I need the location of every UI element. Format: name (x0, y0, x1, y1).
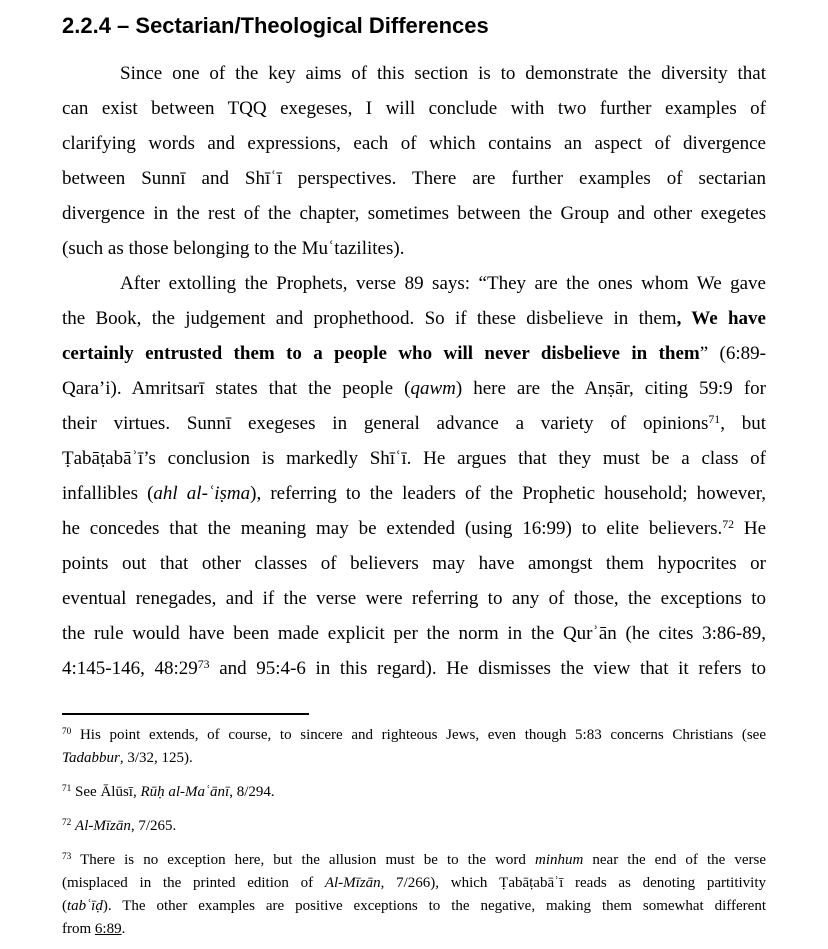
text-line (62, 336, 766, 371)
text-segment: There is no exception here, but the allusion must be to the word (71, 852, 535, 868)
text-line (62, 651, 766, 686)
footnote-ref: 73 (197, 657, 210, 671)
text-segment: certainly entrusted them to a people who will never disbelieve in them (62, 343, 700, 364)
text-segment: Since one of the key aims of this section is to demonstrate the diversity that (120, 63, 766, 84)
section-heading: 2.2.4 – Sectarian/Theological Differences (62, 13, 489, 38)
text-segment: After extolling the Prophets, verse 89 says: “They are the ones whom We gave (120, 273, 766, 294)
text-segment: he concedes that the meaning may be extended (using 16:99) to elite believers. (62, 518, 723, 539)
text-segment: Tadabbur (62, 750, 120, 766)
text-segment: clarifying words and expressions, each of which contains an aspect of divergence (62, 133, 766, 154)
text-segment: He (733, 518, 767, 539)
footnote-ref: 72 (722, 517, 734, 531)
text-segment: eventual renegades, and if the verse were referring to any of those, the exceptions to (62, 588, 766, 609)
text-segment: tabʿīḍ (67, 898, 103, 914)
text-line (62, 406, 766, 441)
text-segment: points out that other classes of believers may have amongst them hypocrites or (62, 553, 766, 574)
footnote-marker: 73 (62, 851, 72, 862)
text-segment: minhum (534, 852, 584, 868)
footnote-marker: 71 (62, 783, 72, 794)
verse-reference-link[interactable]: 6:89 (94, 921, 122, 937)
text-segment: ( (62, 898, 67, 914)
text-line (62, 196, 766, 231)
text-segment: (misplaced in the printed edition of (62, 875, 325, 891)
body-text (62, 56, 766, 686)
text-segment: , 7/265. (130, 818, 177, 834)
text-segment: from (62, 921, 95, 937)
text-segment: Ṭabāṭabāʾī’s conclusion is markedly Shīʿī. He argues that they must be a class of (62, 448, 766, 469)
text-line (62, 161, 766, 196)
footnote-70 (62, 724, 766, 770)
text-segment: , but (720, 413, 767, 434)
text-segment: ), referring to the leaders of the Prophetic household; however, (250, 483, 767, 504)
text-segment: infallibles ( (62, 483, 154, 504)
text-segment: , 3/32, 125). (119, 750, 193, 766)
text-line (62, 231, 766, 266)
text-line (62, 581, 766, 616)
text-segment: can exist between TQQ exegeses, I will conclude with two further examples of (62, 98, 766, 119)
text-segment: divergence in the rest of the chapter, sometimes between the Group and other exegetes (62, 203, 766, 224)
text-line (62, 266, 766, 301)
text-line (62, 872, 766, 895)
text-line (62, 371, 766, 406)
text-segment: ” (6:89- (699, 343, 766, 364)
text-segment: ). The other examples are positive exceptions to the negative, making them somewhat different (102, 898, 766, 914)
text-line (62, 895, 766, 918)
footnote-73 (62, 849, 766, 941)
text-segment: Al-Mīzān (324, 875, 381, 891)
text-line (62, 126, 766, 161)
text-segment: , We have (676, 308, 766, 329)
footnotes (62, 724, 766, 941)
text-segment: qawm (410, 378, 456, 399)
text-segment: ahl al-ʿiṣma (153, 483, 251, 504)
text-segment: near the end of the verse (583, 852, 767, 868)
paragraph-1 (62, 56, 766, 266)
text-line (62, 56, 766, 91)
footnote-marker: 72 (62, 817, 72, 828)
text-segment: Qara’i). Amritsarī states that the people ( (62, 378, 411, 399)
text-segment: their virtues. Sunnī exegeses in general advance a variety of opinions (62, 413, 709, 434)
text-segment: Al-Mīzān (75, 818, 131, 834)
text-line (62, 476, 766, 511)
text-segment: the Book, the judgement and prophethood. So if these disbelieve in them (62, 308, 677, 329)
footnote-marker: 70 (62, 726, 72, 737)
text-line (62, 301, 766, 336)
text-line (62, 815, 766, 838)
text-segment: , 7/266), which Ṭabāṭabāʾī reads as denoting partitivity (380, 875, 766, 891)
text-line (62, 918, 766, 941)
footnote-separator (62, 713, 309, 715)
text-segment: and 95:4-6 in this regard). He dismisses the view that it refers to (209, 658, 766, 679)
text-line (62, 781, 766, 804)
text-line (62, 616, 766, 651)
text-segment: the rule would have been made explicit per the norm in the Qurʾān (he cites 3:86-89, (62, 623, 766, 644)
text-line (62, 747, 766, 770)
footnote-71 (62, 781, 766, 804)
text-line (62, 91, 766, 126)
text-segment: ) here are the Anṣār, citing 59:9 for (455, 378, 766, 399)
text-line (62, 849, 766, 872)
text-segment: , 8/294. (229, 784, 275, 800)
paragraph-2 (62, 266, 766, 686)
text-line (62, 441, 766, 476)
text-line (62, 724, 766, 747)
text-segment: His point extends, of course, to sincere and righteous Jews, even though 5:83 concerns Christians (see (71, 727, 766, 743)
text-line (62, 511, 766, 546)
text-segment: . (121, 921, 126, 937)
text-segment: between Sunnī and Shīʿī perspectives. There are further examples of sectarian (62, 168, 766, 189)
text-segment: (such as those belonging to the Muʿtazilites). (62, 238, 405, 259)
footnote-72 (62, 815, 766, 838)
text-line (62, 546, 766, 581)
footnote-ref: 71 (708, 412, 721, 426)
text-segment: 4:145-146, 48:29 (62, 658, 198, 679)
text-segment: Rūḥ al-Maʿānī (140, 784, 230, 800)
text-segment: See Ālūsī, (71, 784, 141, 800)
